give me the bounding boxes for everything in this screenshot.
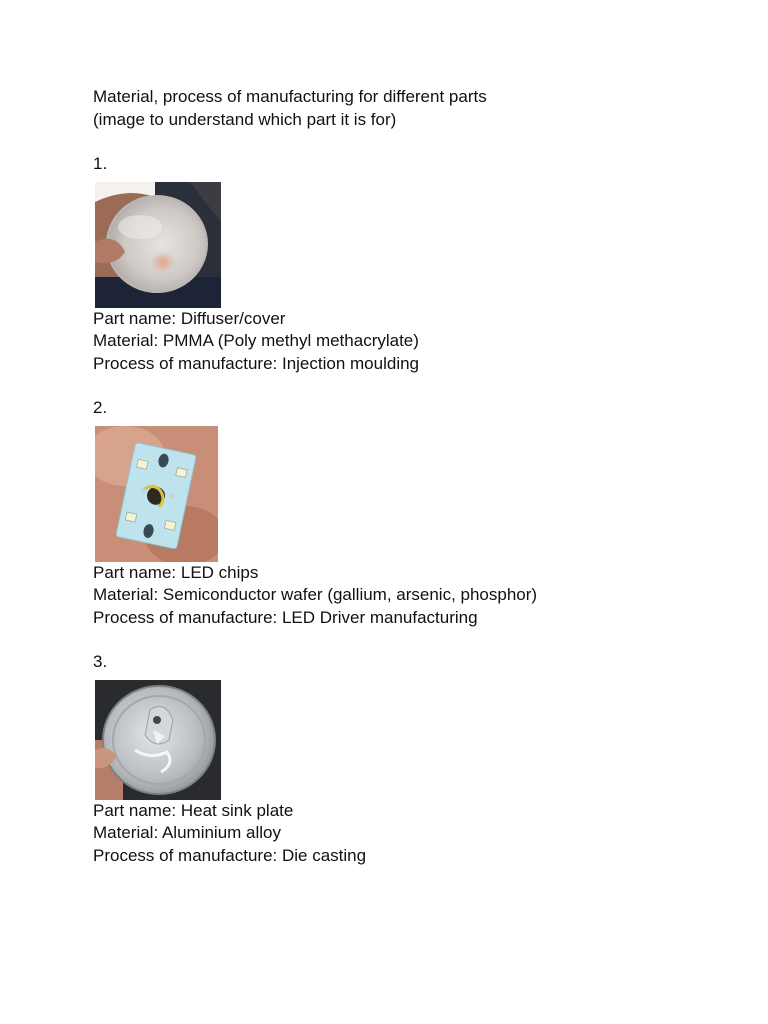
part-section-3 (93, 651, 713, 867)
part-name: Part name: LED chips (93, 562, 259, 582)
heading-line-2: (image to understand which part it is for) (93, 109, 397, 129)
part-name: Part name: Diffuser/cover (93, 308, 286, 328)
part-name: Part name: Heat sink plate (93, 800, 294, 820)
part-number: 3. (93, 652, 108, 671)
led-chips-photo (95, 426, 218, 562)
diffuser-cover-photo (95, 182, 221, 308)
part-process: Process of manufacture: LED Driver manufacturing (93, 607, 478, 627)
part-number: 2. (93, 398, 108, 417)
part-material: Material: Semiconductor wafer (gallium, arsenic, phosphor) (93, 585, 538, 604)
part-process: Process of manufacture: Die casting (93, 845, 367, 865)
part-process: Process of manufacture: Injection moulding (93, 353, 420, 373)
part-material: Material: PMMA (Poly methyl methacrylate) (93, 331, 419, 350)
heading-line-1: Material, process of manufacturing for different parts (93, 87, 487, 106)
part-material: Material: Aluminium alloy (93, 823, 282, 842)
document-page (93, 86, 713, 867)
part-number: 1. (93, 154, 108, 173)
part-section-2 (93, 397, 713, 629)
part-section-1 (93, 153, 713, 375)
heat-sink-plate-photo (95, 680, 221, 800)
